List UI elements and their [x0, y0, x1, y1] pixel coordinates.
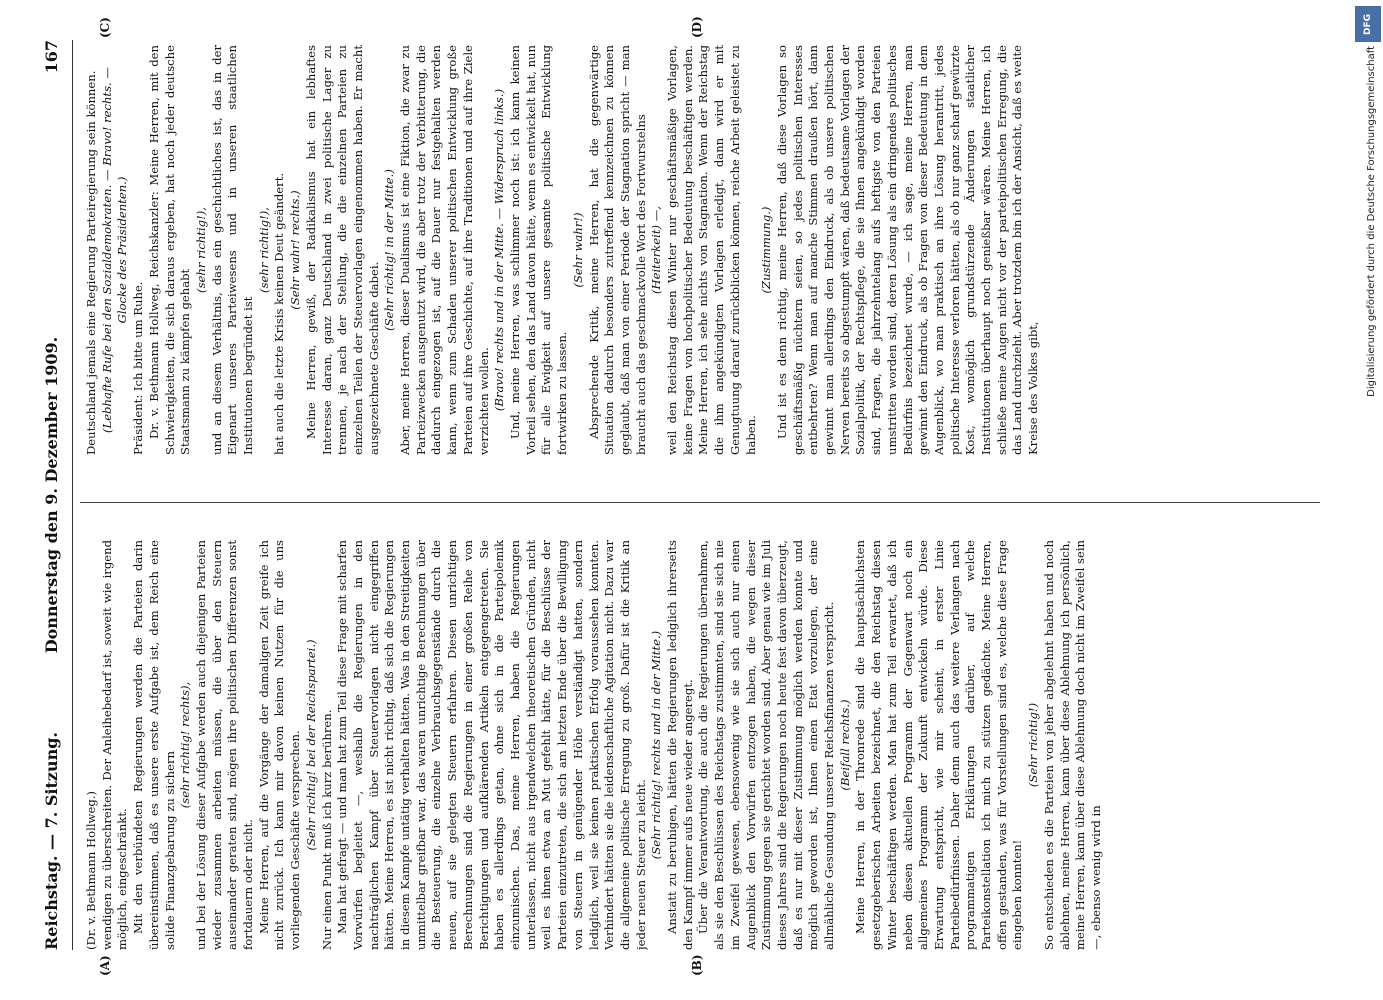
- right-paragraph: Und, meine Herren, was schlimmer noch ist: ich kann keinen Vorteil sehen, den das Land davon hätte, wenn es entwickelt hat, nun für alle Ewigkeit auf unsere gesamte politische Entwicklung fortwirken zu lassen.: [507, 45, 570, 455]
- page-number: 167: [42, 40, 61, 74]
- column-divider: [80, 502, 1320, 503]
- digitization-caption: Digitalisierung gefördert durch die Deutsche Forschungsgemeinschaft: [1366, 46, 1377, 397]
- right-paragraph: (sehr richtig!),: [193, 207, 208, 293]
- right-paragraph: (Zustimmung.): [759, 206, 774, 294]
- left-text-column: [84, 540, 1344, 950]
- margin-marker-d: (D): [690, 16, 704, 38]
- right-paragraph: Absprechende Kritik, meine Herren, hat die gegenwärtige Situation dadurch besonders zutreffend kennzeichnen zu können geglaubt, daß man von einer Periode der Stagnation spricht — man braucht auch das geschmackvolle Wort des Fortwurstelns: [586, 45, 648, 455]
- left-paragraph: Man hat gefragt — und man hat zum Teil diese Frage mit scharfen Vorwürfen begleitet —, weshalb die Regierungen in den nachträglichen Kampf über Steuervorlagen nicht eingegriffen hätten. Meine Herren, es ist nicht richtig, daß sich die Regierungen in diesem Kampfe untätig verhalten hätten. Was in den Streitigkeiten unmittelbar greifbar war, das waren unrichtige Berechnungen über die Besteuerung, die einzelne Verbrauchsgegenstände durch die neuen, auf sie gelegten Steuern erfahren. Diesen unrichtigen Berechnungen sind die Regierungen in einer großen Reihe von Berichtigungen und aufklärenden Artikeln entgegengetreten. Sie haben es allerdings getan, ohne sich in die Parteipolemik einzumischen. Das, meine Herren, haben die Regierungen unterlassen, nicht aus irgendwelchen theoretischen Gründen, nicht weil es ihnen etwa an Mut gefehlt hätte, für die Beschlüsse der Parteien einzutreten, die sich am letzten Ende über die Bewilligung von Steuern in genügender Höhe verständigt hatten, sondern lediglich, weil sie keinen praktischen Erfolg voraussehen konnten. Verhindert hätten sie die leidenschaftliche Agitation nicht. Dazu war die allgemeine politische Erregung zu groß. Dafür ist die Kritik an jeder neuen Steuer zu leicht.: [335, 540, 648, 950]
- left-paragraph: und bei der Lösung dieser Aufgabe werden auch diejenigen Parteien wieder zusammen arbeiten müssen, die über den Steuern auseinander geraten sind, mögen ihre politischen Differenzen sonst fortdauern oder nicht.: [193, 540, 256, 950]
- right-paragraph: Aber, meine Herren, dieser Dualismus ist eine Fiktion, die zwar zu Parteizwecken ausgenutzt wird, die aber trotz der Verbitterung, die dadurch eingezogen ist, auf die Dauer nur festgehalten werden kann, wenn zum Schaden unserer politischen Entwicklung große Parteien auf ihre Geschichte, auf ihre Traditionen und auf ihre Ziele verzichten wollen.: [398, 45, 491, 455]
- right-paragraph: (Sehr wahr!): [570, 212, 585, 288]
- right-paragraph: Präsident: Ich bitte um Ruhe.: [131, 281, 146, 455]
- left-paragraph: (Beifall rechts.): [837, 699, 852, 791]
- left-paragraph: (Sehr richtig!): [1026, 702, 1041, 788]
- left-paragraph: (Sehr richtig! bei der Reichspartei.): [303, 639, 318, 851]
- right-paragraph: Und ist es denn richtig, meine Herren, daß diese Vorlagen so geschäftsmäßig nüchtern seien, so jedes politischen Interesses entbehrten? Wenn man auf manche Stimmen draußen hört, dann gewinnt man allerdings den Eindruck, als ob unsere politischen Nerven bereits so abgestumpft wären, daß bedeutsame Vorlagen der Sozialpolitik, der Rechtspflege, die sie Ihnen angekündigt worden sind, Fragen, die jahrzehntelang aufs heftigste von den Parteien umstritten worden sind, deren Lösung als ein dringendes politisches Bedürfnis bezeichnet wurde, — ich sage, meine Herren, man gewinnt den Eindruck, als ob Fragen von dieser Bedeutung in dem Augenblick, wo man praktisch an ihre Lösung herantritt, jedes politische Interesse verloren hätten, als ob nur ganz scharf gewürzte Kost, womöglich grundstürzende Änderungen staatlicher Institutionen überhaupt noch genießbar wären. Meine Herren, ich schließe meine Augen nicht vor der parteipolitischen Erregung, die das Land durchzieht. Aber trotzdem bin ich der Ansicht, daß es weite Kreise des Volkes gibt,: [774, 45, 1041, 455]
- right-paragraph: (Lebhafte Rufe bei den Sozialdemokraten. — Bravo! rechts. — Glocke des Präsidenten.): [99, 66, 130, 434]
- right-paragraph: Dr. v. Bethmann Hollweg, Reichskanzler: Meine Herren, mit den Schwierigkeiten, die sich daraus ergeben, hat noch jeder deutsche Staatsmann zu kämpfen gehabt: [146, 45, 193, 455]
- page-header: [42, 40, 72, 950]
- right-paragraph: und an diesem Verhältnis, das ein geschichtliches ist, das in der Eigenart unseres Parteiwesens und in unseren staatlichen Institutionen begründet ist: [209, 45, 256, 455]
- header-left: Reichstag. — 7. Sitzung.: [42, 732, 61, 950]
- left-paragraph: Mit den verbündeten Regierungen werden die Parteien darin übereinstimmen, daß es unsere erste Aufgabe ist, dem Reich eine solide Finanzgebarung zu sichern: [131, 540, 177, 950]
- left-paragraph: Nur einen Punkt muß ich kurz berühren.: [319, 709, 334, 950]
- right-paragraph: (Sehr richtig! in der Mitte.): [382, 169, 397, 331]
- margin-marker-b: (B): [690, 954, 704, 976]
- header-rule: [72, 40, 73, 950]
- left-paragraph: (Dr. v. Bethmann Hollweg.): [84, 791, 98, 950]
- margin-marker-c: (C): [98, 17, 112, 38]
- left-paragraph: Meine Herren, auf die Vorgänge der damaligen Zeit greife ich nicht zurück. Ich kann mir davon keinen Nutzen für die uns vorliegenden Geschäfte versprechen.: [256, 540, 303, 950]
- right-paragraph: Deutschland jemals eine Regierung Parteiregierung sein können.: [84, 70, 98, 455]
- left-paragraph: (Sehr richtig! rechts und in der Mitte.): [649, 630, 664, 860]
- digitization-sidebar: [1349, 0, 1383, 1000]
- margin-marker-a: (A): [98, 955, 112, 976]
- right-paragraph: (Heiterkeit) —,: [649, 206, 664, 295]
- dfg-logo: DFG: [1355, 6, 1381, 42]
- right-paragraph: (Sehr wahr! rechts.): [288, 190, 303, 310]
- header-date: Donnerstag den 9. Dezember 1909.: [42, 336, 61, 654]
- right-paragraph: Meine Herren, gewiß, der Radikalismus hat ein lebhaftes Interesse daran, ganz Deutschland in zwei politische Lager zu trennen, je nach der Stellung, die die einzelnen Parteien zu einzelnen Teilen der Steuervorlagen eingenommen haben. Er macht ausgezeichnete Geschäfte dabei.: [303, 45, 381, 455]
- right-paragraph: hat auch die letzte Krisis keinen Deut geändert.: [272, 172, 287, 455]
- right-paragraph: (Bravo! rechts und in der Mitte. — Widerspruch links.): [492, 88, 507, 412]
- right-text-column: [84, 45, 1344, 455]
- left-paragraph: Über die Verantwortung, die auch die Regierungen übernahmen, als sie den Beschlüssen des Reichstags zustimmten, sind sie sich nie im Zweifel gewesen, ebensowenig wie sie sich auch nur einen Augenblick den Vorwürfen entzogen haben, die wegen dieser Zustimmung gegen sie gerichtet worden sind. Aber genau wie im Juli dieses Jahres sind die Regierungen noch heute fest davon überzeugt, daß es nur mit dieser Zustimmung möglich werden konnte und möglich geworden ist, Ihnen einen Etat vorzulegen, der eine allmähliche Gesundung unserer Reichsfinanzen verspricht.: [696, 540, 837, 950]
- right-paragraph: weil den Reichstag diesen Winter nur geschäftsmäßige Vorlagen, keine Fragen von hochpolitischer Bedeutung beschäftigen werden. Meine Herren, ich sehe nichts von Stagnation. Wenn der Reichstag die ihm angekündigten Vorlagen erledigt, dann wird er mit Genugtuung darauf zurückblicken können, reiche Arbeit geleistet zu haben.: [665, 45, 758, 455]
- left-paragraph: wendigen zu überschreiten. Der Anleihebedarf ist, soweit wie irgend möglich, eingeschränkt.: [99, 540, 130, 950]
- left-paragraph: (sehr richtig! rechts),: [178, 681, 193, 809]
- left-paragraph: So entschieden es die Parteien von jeher abgelehnt haben und noch ablehnen, meine Herren, kann über diese Ablehnung ich persönlich, meine Herren, kann über diese Ablehnung doch nicht im Zweifel sein —, ebenso wenig wird in: [1041, 540, 1103, 950]
- right-paragraph: (sehr richtig!),: [256, 207, 271, 293]
- left-paragraph: Meine Herren, in der Thronrede sind die hauptsächlichsten gesetzgeberischen Arbeiten bezeichnet, die den Reichstag diesen Winter beschäftigen werden. Man hat zum Teil erwartet, daß ich neben diesen aktuellen Programm der Gegenwart noch ein allgemeines Programm der Zukunft entwickeln würde. Diese Erwartung entspricht, wie mir scheint, in erster Linie Parteibedürfnissen. Daher denn auch das weitere Verlangen nach programmatigen Erklärungen darüber, auf welche Parteikonstellation ich mich zu stützen gedächte. Meine Herren, offen gestanden, was für Vorstellungen sind es, welche diese Frage eingeben konnten!: [853, 540, 1025, 950]
- left-paragraph: Anstatt zu beruhigen, hätten die Regierungen lediglich ihrerseits den Kampf immer aufs neue wieder angeregt.: [665, 540, 695, 950]
